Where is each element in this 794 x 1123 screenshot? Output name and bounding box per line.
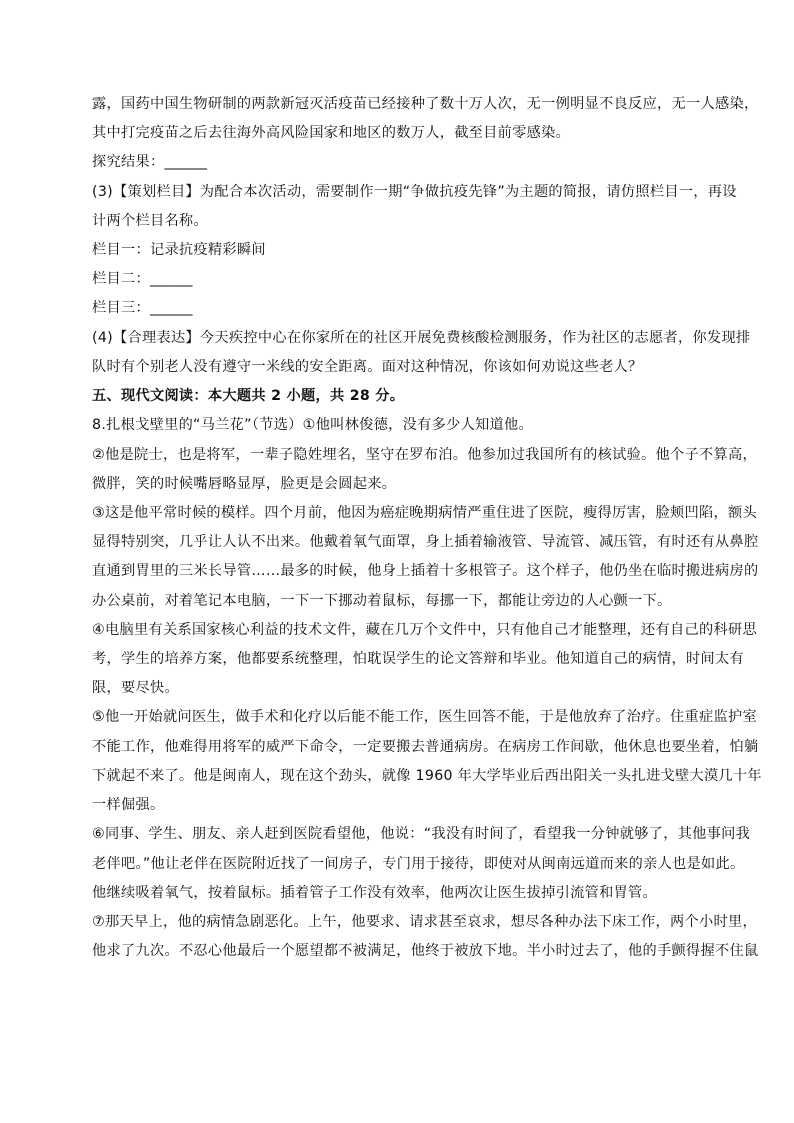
line-text: (3)【策划栏目】为配合本次活动，需要制作一期“争做抗疫先锋”为主题的简报，请仿照栏目一，再设 (92, 184, 737, 200)
text-line (92, 182, 737, 202)
text-line (92, 386, 404, 406)
line-text: 露，国药中国生物研制的两款新冠灭活疫苗已经接种了数十万人次，无一例明显不良反应，无一人感染， (92, 96, 759, 112)
line-text: 他求了九次。不忍心他最后一个愿望都不被满足，他终于被放下地。半小时过去了，他的手颤得握不住鼠 (92, 943, 759, 959)
line-text: 他继续吸着氧气，按着鼠标。插着管子工作没有效率，他两次让医生拔掉引流管和胃管。 (92, 885, 658, 901)
text-line (92, 766, 762, 786)
text-line (92, 94, 758, 114)
answer-blank[interactable]: ______ (164, 154, 208, 170)
line-text: 不能工作，他难得用将军的威严下命令，一定要搬去普通病房。在病房工作间歇，他休息也要坐着，怕躺 (92, 739, 759, 755)
text-line (92, 445, 757, 465)
line-text: 栏目二： (92, 271, 150, 287)
line-text: ②他是院士，也是将军，一辈子隐姓埋名，坚守在罗布泊。他参加过我国所有的核试验。他个子不算高， (92, 447, 757, 463)
text-line (92, 620, 757, 640)
text-line (92, 649, 744, 669)
text-line (92, 240, 266, 260)
line-text: 办公桌前，对着笔记本电脑，一下一下挪动着鼠标，每挪一下，都能让旁边的人心颤一下。 (92, 593, 672, 609)
text-line (92, 298, 193, 318)
text-line (92, 474, 396, 494)
line-text: ⑥同事、学生、朋友、亲人赶到医院看望他，他说：“我没有时间了，看望我一分钟就够了，其他事问我 (92, 826, 751, 842)
text-line (92, 415, 533, 435)
text-line (92, 795, 164, 815)
line-text: ⑦那天早上，他的病情急剧恶化。上午，他要求、请求甚至哀求，想尽各种办法下床工作，两个小时里， (92, 914, 757, 930)
text-line (92, 678, 179, 698)
text-line (92, 269, 193, 289)
line-text: 直通到胃里的三米长导管……最多的时候，他身上插着十多根管子。这个样子，他仍坐在临时搬进病房的 (92, 563, 759, 579)
text-line (92, 824, 750, 844)
answer-blank[interactable]: ______ (149, 300, 193, 316)
line-text: 计两个栏目名称。 (92, 213, 208, 229)
line-text: 其中打完疫苗之后去往海外高风险国家和地区的数万人，截至目前零感染。 (92, 125, 571, 141)
text-line (92, 883, 657, 903)
line-text: 8.扎根戈壁里的“马兰花”（节选）①他叫林俊德，没有多少人知道他。 (92, 417, 534, 433)
text-line (92, 532, 758, 552)
line-text: 限，要尽快。 (92, 680, 179, 696)
text-line (92, 854, 745, 874)
text-line (92, 357, 643, 377)
line-text: 老伴吧。”他让老伴在医院附近找了一间房子，专门用于接待，即使对从闽南远道而来的亲人也是如此。 (92, 856, 745, 872)
line-text: 下就起不来了。他是闽南人，现在这个劲头，就像 1960 年大学毕业后西出阳关一头扎进戈壁大漠几十年 (92, 768, 762, 784)
line-text: ③这是他平常时候的模样。四个月前，他因为癌症晚期病情严重住进了医院，瘦得厉害，脸颊凹陷，额头 (92, 505, 757, 521)
text-line (92, 737, 758, 757)
line-text: 队时有个别老人没有遵守一米线的安全距离。面对这种情况，你该如何劝说这些老人？ (92, 359, 643, 375)
answer-blank[interactable]: ______ (149, 271, 193, 287)
line-text: 探究结果： (92, 154, 165, 170)
line-text: 栏目一：记录抗疫精彩瞬间 (92, 242, 266, 258)
line-text: 微胖，笑的时候嘴唇略显厚，脸更是会圆起来。 (92, 476, 397, 492)
line-text: 五、现代文阅读：本大题共 2 小题，共 28 分。 (92, 388, 405, 404)
line-text: (4)【合理表达】今天疾控中心在你家所在的社区开展免费核酸检测服务，作为社区的志愿者，你发现排 (92, 330, 751, 346)
text-line (92, 152, 207, 172)
text-line (92, 503, 757, 523)
line-text: 考，学生的培养方案，他都要系统整理，怕耽误学生的论文答辩和毕业。他知道自己的病情，时间太有 (92, 651, 744, 667)
text-line (92, 591, 672, 611)
text-line (92, 211, 208, 231)
text-line (92, 912, 757, 932)
line-text: ⑤他一开始就问医生，做手术和化疗以后能不能工作，医生回答不能，于是他放弃了治疗。住重症监护室 (92, 709, 757, 725)
line-text: 显得特别突，几乎让人认不出来。他戴着氧气面罩，身上插着输液管、导流管、减压管，有时还有从鼻腔 (92, 534, 759, 550)
text-line (92, 707, 757, 727)
line-text: 栏目三： (92, 300, 150, 316)
line-text: 一样倔强。 (92, 797, 165, 813)
text-line (92, 123, 570, 143)
text-line (92, 328, 750, 348)
text-line (92, 561, 758, 581)
text-line (92, 941, 758, 961)
line-text: ④电脑里有关系国家核心利益的技术文件，藏在几万个文件中，只有他自己才能整理，还有自己的科研思 (92, 622, 757, 638)
